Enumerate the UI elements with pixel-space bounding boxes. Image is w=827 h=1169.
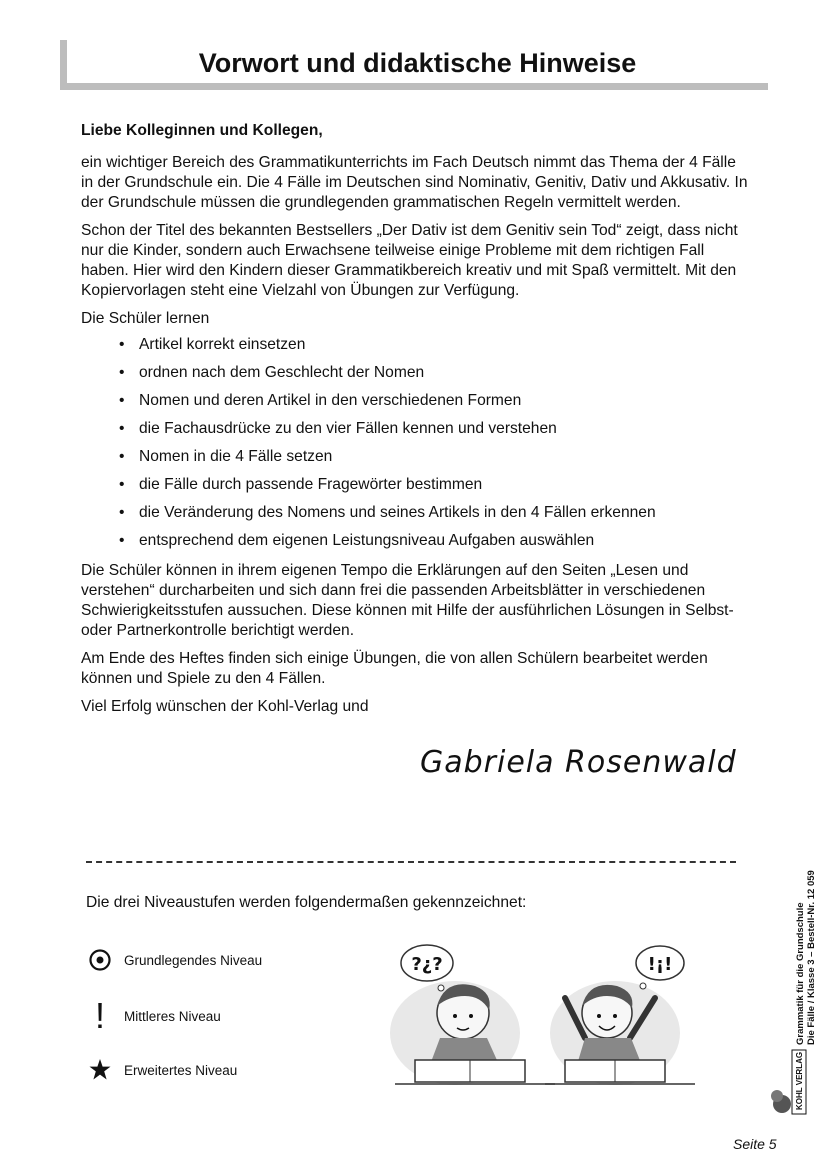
thought-left: ?¿? xyxy=(411,954,443,975)
paragraph: ein wichtiger Bereich des Grammatikunterrichts im Fach Deutsch nimmt das Thema der 4 Fälle in der Grundschule ein. Die 4 Fälle im Deutschen sind Nominativ, Genitiv, Dativ und Akkusativ. In der Grundschule müssen die grundlegenden grammatischen Regeln vermittelt werden. xyxy=(81,154,748,211)
level-medium xyxy=(86,995,221,1036)
sidebar-line: Grammatik für die Grundschule xyxy=(795,902,806,1045)
list-item: • die Fachausdrücke zu den vier Fällen kennen und verstehen xyxy=(81,415,751,443)
bullet-icon: • xyxy=(119,504,125,521)
logo-text: KOHL VERLAG xyxy=(795,1051,804,1110)
learning-goals-list xyxy=(81,331,751,555)
list-item: • die Fälle durch passende Fragewörter bestimmen xyxy=(81,471,751,499)
paragraph: Am Ende des Heftes finden sich einige Übungen, die von allen Schülern bearbeitet werden können und Spiele zu den 4 Fällen. xyxy=(81,650,708,687)
bullet-icon: • xyxy=(119,532,125,549)
page-number: Seite 5 xyxy=(733,1136,777,1152)
paragraph: Viel Erfolg wünschen der Kohl-Verlag und xyxy=(81,698,369,715)
level-advanced xyxy=(86,1056,237,1084)
page-title: Vorwort und didaktische Hinweise xyxy=(198,48,637,78)
bullet-icon: • xyxy=(119,364,125,381)
list-item: • Nomen in die 4 Fälle setzen xyxy=(81,443,751,471)
level-basic xyxy=(86,946,262,974)
list-item: • entsprechend dem eigenen Leistungsniveau Aufgaben auswählen xyxy=(81,527,751,555)
children-illustration xyxy=(385,938,705,1093)
star-icon xyxy=(86,1056,114,1084)
signature: Gabriela Rosenwald xyxy=(420,745,737,780)
list-item: • ordnen nach dem Geschlecht der Nomen xyxy=(81,359,751,387)
letter-body xyxy=(81,121,751,725)
level-label: Erweitertes Niveau xyxy=(124,1062,238,1078)
list-item: • die Veränderung des Nomens und seines Artikels in den 4 Fällen erkennen xyxy=(81,499,751,527)
bullet-icon: • xyxy=(119,448,125,465)
paragraph: Die Schüler lernen xyxy=(81,310,210,327)
bullet-icon: • xyxy=(119,476,125,493)
greeting: Liebe Kolleginnen und Kollegen, xyxy=(81,122,323,139)
sidebar-imprint xyxy=(795,870,817,1045)
thought-right: !¡! xyxy=(647,954,673,975)
list-item: • Artikel korrekt einsetzen xyxy=(81,331,751,359)
publisher-logo xyxy=(770,1048,810,1123)
title-bar xyxy=(60,40,768,90)
dashed-divider xyxy=(86,861,736,863)
exclamation-icon: ! xyxy=(94,995,105,1036)
list-item: • Nomen und deren Artikel in den verschiedenen Formen xyxy=(81,387,751,415)
levels-intro: Die drei Niveaustufen werden folgendermaßen gekennzeichnet: xyxy=(86,894,527,911)
bullet-icon: • xyxy=(119,392,125,409)
paragraph: Schon der Titel des bekannten Bestsellers „Der Dativ ist dem Genitiv sein Tod“ zeigt, dass nicht nur die Kinder, sondern auch Erwachsene teilweise einige Probleme mit dem richtigen Fall haben. Hier wird den Kindern dieser Grammatikbereich kreativ und mit Spaß vermittelt. Mit den Kopiervorlagen steht eine Vielzahl von Übungen zur Verfügung. xyxy=(81,222,738,299)
level-label: Grundlegendes Niveau xyxy=(124,952,263,968)
level-label: Mittleres Niveau xyxy=(124,1008,221,1024)
paragraph: Die Schüler können in ihrem eigenen Tempo die Erklärungen auf den Seiten „Lesen und verstehen“ durcharbeiten und sich dann frei die passenden Arbeitsblätter in verschiedenen Schwierigkeitsstufen aussuchen. Diese können mit Hilfe der ausführlichen Lösungen in Selbst- oder Partnerkontrolle berichtigt werden. xyxy=(81,562,734,639)
sidebar-line: Die Fälle / Klasse 3 – Bestell-Nr. 12 059 xyxy=(806,870,817,1045)
bullet-icon: • xyxy=(119,336,125,353)
target-circle-icon xyxy=(86,946,114,974)
bullet-icon: • xyxy=(119,420,125,437)
